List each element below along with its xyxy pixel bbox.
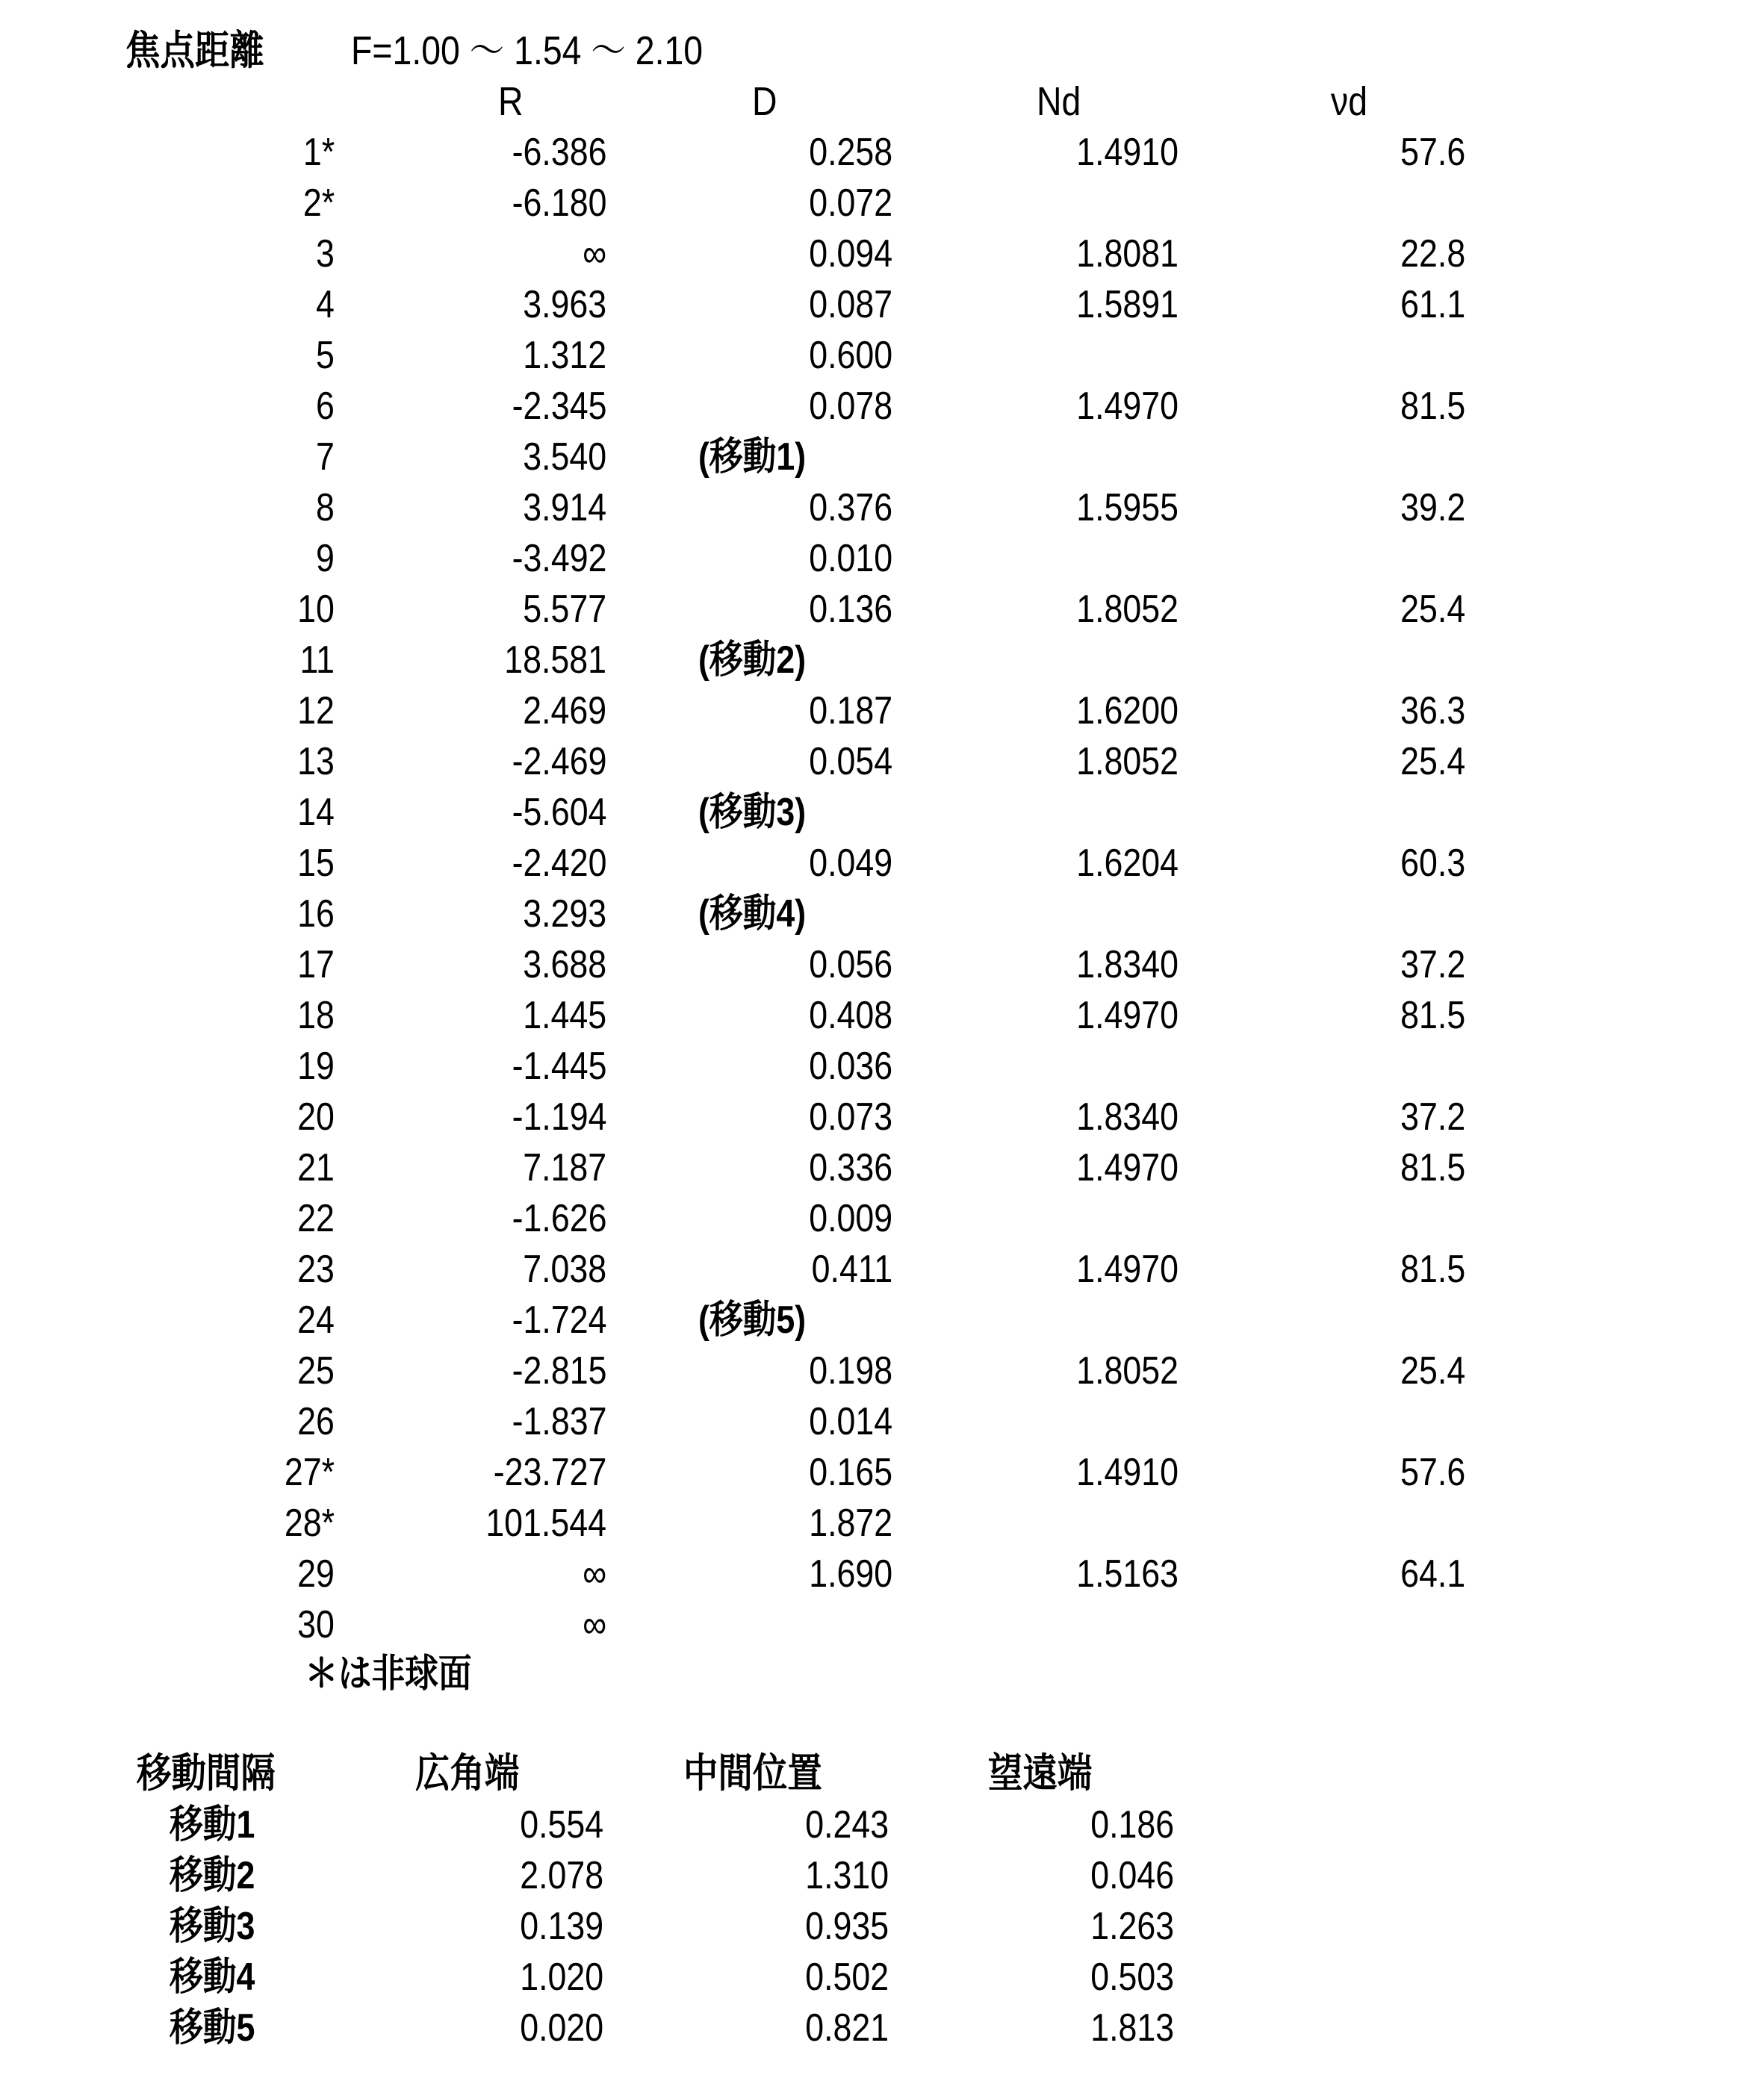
wide-end-value: 1.020: [520, 1956, 603, 1999]
thickness-value: 0.056: [809, 943, 892, 986]
abbe-number-value: 81.5: [1400, 385, 1465, 428]
column-header: D: [752, 79, 777, 124]
surface-number: 8: [316, 486, 335, 529]
surface-number: 15: [297, 842, 335, 885]
wide-end-value: 0.554: [520, 1803, 603, 1847]
thickness-value: 0.258: [809, 131, 892, 174]
thickness-value: 0.136: [809, 588, 892, 631]
surface-number: 20: [297, 1095, 335, 1139]
middle-position-value: 0.502: [805, 1956, 889, 1999]
abbe-number-value: 57.6: [1400, 1451, 1465, 1494]
abbe-number-value: 37.2: [1400, 943, 1465, 986]
radius-value: 18.581: [504, 638, 606, 682]
surface-number: 2*: [302, 181, 335, 225]
thickness-value: 0.087: [809, 283, 892, 326]
abbe-number-value: 22.8: [1400, 232, 1465, 276]
radius-value: -1.724: [512, 1298, 606, 1342]
radius-value: 1.445: [523, 994, 606, 1037]
surface-number: 22: [297, 1197, 335, 1240]
surface-number: 24: [297, 1298, 335, 1342]
tele-end-value: 1.263: [1090, 1905, 1174, 1948]
middle-position-value: 0.243: [805, 1803, 889, 1847]
surface-number: 19: [297, 1045, 335, 1088]
radius-value: -2.469: [512, 740, 606, 783]
refractive-index-value: 1.4970: [1076, 994, 1178, 1037]
thickness-value: 0.049: [809, 842, 892, 885]
radius-value: -1.445: [512, 1045, 606, 1088]
wide-end-value: 0.020: [520, 2006, 603, 2050]
surface-number: 27*: [284, 1451, 335, 1494]
column-header: Nd: [1037, 79, 1081, 124]
radius-value: -2.420: [512, 842, 606, 885]
abbe-number-value: 81.5: [1400, 1248, 1465, 1291]
radius-value: -1.194: [512, 1095, 606, 1139]
thickness-value: 1.690: [809, 1552, 892, 1596]
radius-value: 3.963: [523, 283, 606, 326]
radius-value: ∞: [583, 232, 606, 276]
radius-value: 7.038: [523, 1248, 606, 1291]
refractive-index-value: 1.8052: [1076, 588, 1178, 631]
spacing-column-header: 広角端: [415, 1751, 520, 1796]
refractive-index-value: 1.4910: [1076, 1451, 1178, 1494]
spacing-column-header: 望遠端: [988, 1751, 1093, 1796]
tele-end-value: 0.186: [1090, 1803, 1174, 1847]
thickness-value: 0.036: [809, 1045, 892, 1088]
aspheric-footnote: ＊は非球面: [305, 1652, 472, 1696]
surface-number: 6: [316, 385, 335, 428]
thickness-value: 0.078: [809, 385, 892, 428]
abbe-number-value: 60.3: [1400, 842, 1465, 885]
radius-value: 2.469: [523, 689, 606, 732]
surface-number: 16: [297, 892, 335, 936]
variable-spacing-label: (移動1): [698, 435, 807, 479]
radius-value: -3.492: [512, 537, 606, 580]
surface-number: 12: [297, 689, 335, 732]
spacing-column-header: 移動間隔: [137, 1751, 276, 1796]
column-header: νd: [1331, 79, 1368, 124]
radius-value: -6.386: [512, 131, 606, 174]
radius-value: -23.727: [493, 1451, 606, 1494]
thickness-value: 0.014: [809, 1400, 892, 1443]
middle-position-value: 0.821: [805, 2006, 889, 2050]
refractive-index-value: 1.5955: [1076, 486, 1178, 529]
abbe-number-value: 81.5: [1400, 994, 1465, 1037]
spacing-label: 移動1: [170, 1803, 255, 1847]
middle-position-value: 1.310: [805, 1854, 889, 1897]
refractive-index-value: 1.5891: [1076, 283, 1178, 326]
surface-number: 4: [316, 283, 335, 326]
surface-number: 11: [299, 638, 335, 682]
refractive-index-value: 1.8052: [1076, 740, 1178, 783]
thickness-value: 0.336: [809, 1146, 892, 1189]
refractive-index-value: 1.4970: [1076, 1146, 1178, 1189]
radius-value: -6.180: [512, 181, 606, 225]
thickness-value: 0.072: [809, 181, 892, 225]
tele-end-value: 1.813: [1090, 2006, 1174, 2050]
surface-number: 1*: [302, 131, 335, 174]
surface-number: 9: [316, 537, 335, 580]
radius-value: 3.914: [523, 486, 606, 529]
surface-number: 14: [297, 791, 335, 834]
surface-number: 30: [297, 1603, 335, 1646]
variable-spacing-label: (移動2): [698, 638, 807, 682]
abbe-number-value: 57.6: [1400, 131, 1465, 174]
radius-value: 7.187: [523, 1146, 606, 1189]
surface-number: 7: [316, 435, 335, 479]
thickness-value: 0.010: [809, 537, 892, 580]
refractive-index-value: 1.6204: [1076, 842, 1178, 885]
abbe-number-value: 25.4: [1400, 1349, 1465, 1393]
radius-value: -2.345: [512, 385, 606, 428]
thickness-value: 0.376: [809, 486, 892, 529]
abbe-number-value: 81.5: [1400, 1146, 1465, 1189]
focal-length-value: F=1.00 ～ 1.54 ～ 2.10: [351, 28, 704, 73]
radius-value: ∞: [583, 1552, 606, 1596]
spacing-label: 移動3: [170, 1905, 255, 1948]
radius-value: 1.312: [523, 334, 606, 377]
radius-value: 101.544: [485, 1502, 606, 1545]
variable-spacing-label: (移動5): [698, 1298, 807, 1342]
abbe-number-value: 61.1: [1400, 283, 1465, 326]
surface-number: 13: [297, 740, 335, 783]
surface-number: 29: [297, 1552, 335, 1596]
refractive-index-value: 1.8340: [1076, 943, 1178, 986]
radius-value: 3.540: [523, 435, 606, 479]
radius-value: 3.293: [523, 892, 606, 936]
middle-position-value: 0.935: [805, 1905, 889, 1948]
abbe-number-value: 39.2: [1400, 486, 1465, 529]
tele-end-value: 0.503: [1090, 1956, 1174, 1999]
thickness-value: 0.198: [809, 1349, 892, 1393]
refractive-index-value: 1.4970: [1076, 385, 1178, 428]
surface-number: 18: [297, 994, 335, 1037]
thickness-value: 1.872: [809, 1502, 892, 1545]
thickness-value: 0.411: [811, 1248, 892, 1291]
refractive-index-value: 1.6200: [1076, 689, 1178, 732]
column-header: R: [498, 79, 524, 124]
surface-number: 28*: [284, 1502, 335, 1545]
radius-value: ∞: [583, 1603, 606, 1646]
radius-value: -1.837: [512, 1400, 606, 1443]
radius-value: -2.815: [512, 1349, 606, 1393]
abbe-number-value: 64.1: [1400, 1552, 1465, 1596]
variable-spacing-label: (移動3): [698, 791, 807, 834]
surface-number: 3: [316, 232, 335, 276]
surface-number: 21: [297, 1146, 335, 1189]
surface-number: 25: [297, 1349, 335, 1393]
surface-number: 17: [297, 943, 335, 986]
refractive-index-value: 1.8340: [1076, 1095, 1178, 1139]
thickness-value: 0.009: [809, 1197, 892, 1240]
wide-end-value: 0.139: [520, 1905, 603, 1948]
refractive-index-value: 1.8081: [1076, 232, 1178, 276]
abbe-number-value: 37.2: [1400, 1095, 1465, 1139]
spacing-label: 移動4: [170, 1956, 255, 1999]
thickness-value: 0.165: [809, 1451, 892, 1494]
thickness-value: 0.187: [809, 689, 892, 732]
thickness-value: 0.408: [809, 994, 892, 1037]
spacing-label: 移動5: [170, 2006, 255, 2050]
abbe-number-value: 25.4: [1400, 588, 1465, 631]
refractive-index-value: 1.4970: [1076, 1248, 1178, 1291]
refractive-index-value: 1.5163: [1076, 1552, 1178, 1596]
variable-spacing-label: (移動4): [698, 892, 807, 936]
radius-value: 5.577: [523, 588, 606, 631]
wide-end-value: 2.078: [520, 1854, 603, 1897]
abbe-number-value: 36.3: [1400, 689, 1465, 732]
refractive-index-value: 1.4910: [1076, 131, 1178, 174]
surface-number: 23: [297, 1248, 335, 1291]
spacing-column-header: 中間位置: [683, 1751, 822, 1796]
refractive-index-value: 1.8052: [1076, 1349, 1178, 1393]
radius-value: -5.604: [512, 791, 606, 834]
surface-number: 10: [297, 588, 335, 631]
radius-value: 3.688: [523, 943, 606, 986]
tele-end-value: 0.046: [1090, 1854, 1174, 1897]
abbe-number-value: 25.4: [1400, 740, 1465, 783]
surface-number: 26: [297, 1400, 335, 1443]
thickness-value: 0.073: [809, 1095, 892, 1139]
surface-number: 5: [316, 334, 335, 377]
thickness-value: 0.054: [809, 740, 892, 783]
focal-length-label: 焦点距離: [125, 28, 264, 73]
thickness-value: 0.600: [809, 334, 892, 377]
spacing-label: 移動2: [170, 1854, 255, 1897]
thickness-value: 0.094: [809, 232, 892, 276]
radius-value: -1.626: [512, 1197, 606, 1240]
